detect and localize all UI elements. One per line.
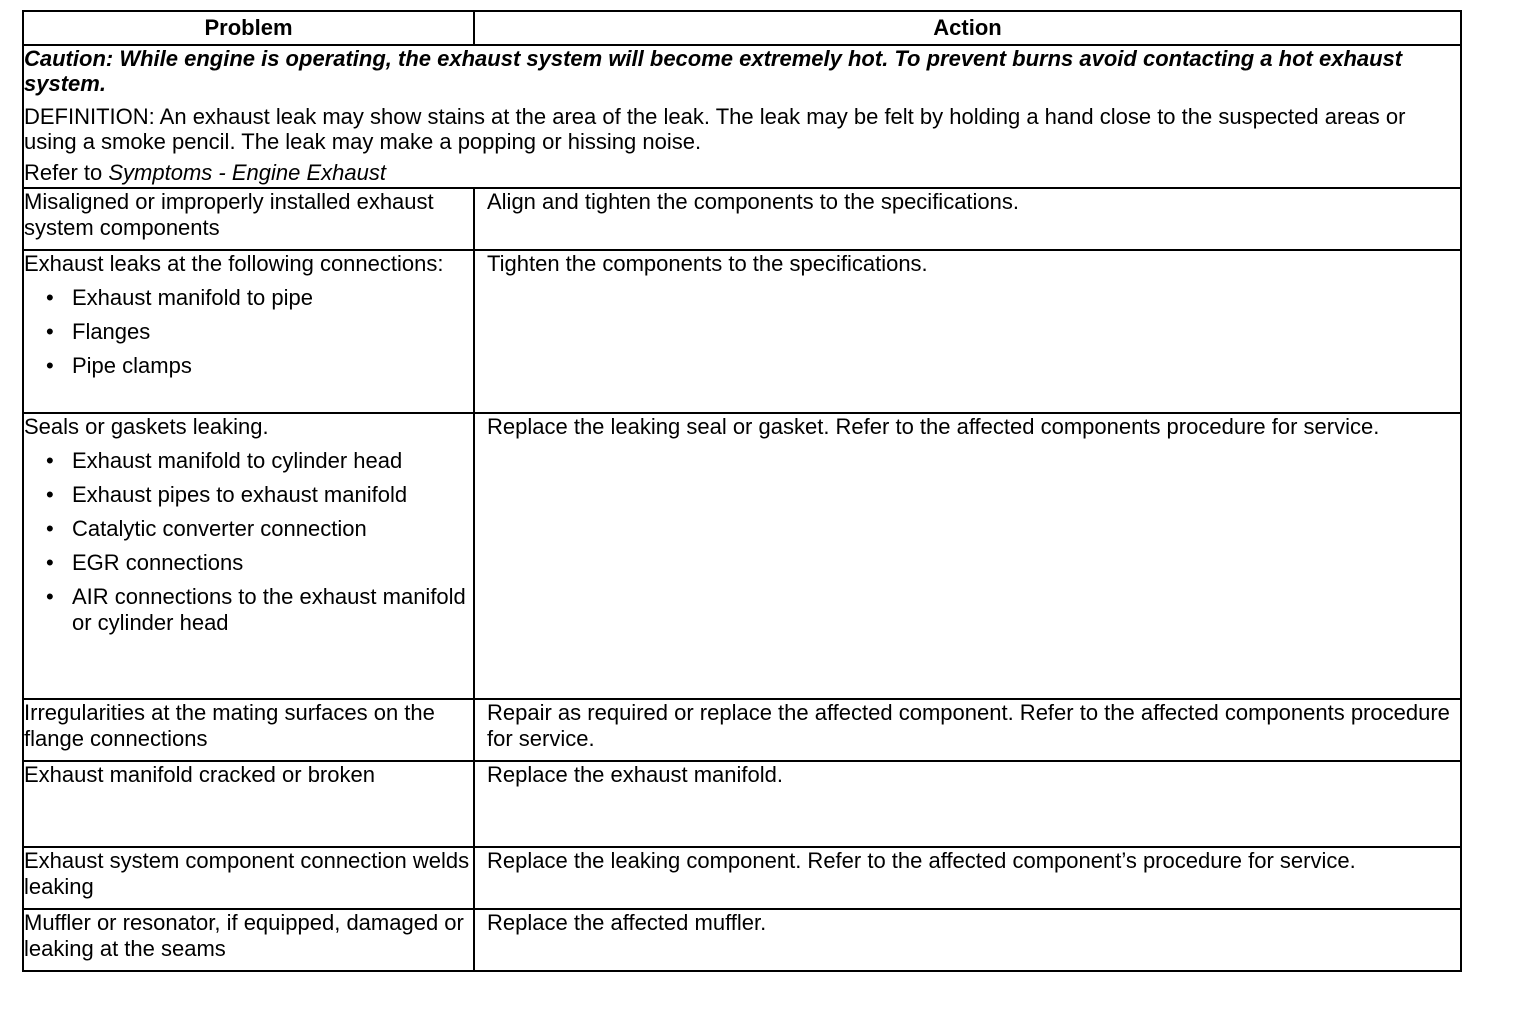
- action-text: Replace the exhaust manifold.: [487, 762, 783, 787]
- table-row: [23, 413, 1461, 699]
- problem-text: Exhaust leaks at the following connections:: [24, 251, 444, 276]
- problem-cell: [23, 413, 474, 699]
- refer-line: [24, 160, 1460, 185]
- action-cell: [474, 188, 1461, 250]
- header-action: Action: [474, 11, 1461, 45]
- caution-text: Caution: While engine is operating, the exhaust system will become extremely hot. To prevent burns avoid contacting a hot exhaust system.: [24, 46, 1403, 96]
- table-row: [23, 699, 1461, 761]
- action-text: Replace the affected muffler.: [487, 910, 767, 935]
- action-cell: [474, 761, 1461, 847]
- table-row: [23, 909, 1461, 971]
- header-row: [23, 11, 1461, 45]
- header-problem: Problem: [23, 11, 474, 45]
- action-cell: [474, 909, 1461, 971]
- action-text: Replace the leaking component. Refer to the affected component’s procedure for service.: [487, 848, 1356, 873]
- problem-cell: [23, 761, 474, 847]
- bullet-list: [24, 448, 473, 636]
- action-cell: [474, 250, 1461, 413]
- refer-link[interactable]: Symptoms - Engine Exhaust: [108, 160, 386, 185]
- table-row: [23, 188, 1461, 250]
- problem-cell: [23, 188, 474, 250]
- intro-cell: [23, 45, 1461, 188]
- list-item: • Catalytic converter connection: [24, 516, 473, 542]
- problem-text: Irregularities at the mating surfaces on the flange connections: [24, 700, 435, 751]
- list-item: • Exhaust pipes to exhaust manifold: [24, 482, 473, 508]
- definition-text: DEFINITION: An exhaust leak may show stains at the area of the leak. The leak may be felt by holding a hand close to the suspected areas or using a smoke pencil. The leak may make a popping or hissing noise.: [24, 104, 1406, 154]
- problem-text: Muffler or resonator, if equipped, damaged or leaking at the seams: [24, 910, 464, 961]
- problem-cell: [23, 909, 474, 971]
- list-item: • Exhaust manifold to cylinder head: [24, 448, 473, 474]
- table-row: [23, 250, 1461, 413]
- table-row: [23, 847, 1461, 909]
- action-text: Align and tighten the components to the specifications.: [487, 189, 1020, 214]
- action-cell: [474, 413, 1461, 699]
- action-text: Tighten the components to the specifications.: [487, 251, 928, 276]
- problem-text: Seals or gaskets leaking.: [24, 414, 269, 439]
- list-item: • EGR connections: [24, 550, 473, 576]
- diagnostic-table-document: [22, 10, 1462, 972]
- list-item: • Pipe clamps: [24, 353, 473, 379]
- intro-row: [23, 45, 1461, 188]
- problem-cell: [23, 699, 474, 761]
- list-item: • Flanges: [24, 319, 473, 345]
- problem-text: Exhaust manifold cracked or broken: [24, 762, 375, 787]
- list-item: • Exhaust manifold to pipe: [24, 285, 473, 311]
- problem-cell: [23, 250, 474, 413]
- action-cell: [474, 847, 1461, 909]
- table-row: [23, 761, 1461, 847]
- action-cell: [474, 699, 1461, 761]
- action-text: Repair as required or replace the affected component. Refer to the affected components procedure for service.: [487, 700, 1450, 751]
- bullet-list: [24, 285, 473, 379]
- action-text: Replace the leaking seal or gasket. Refer to the affected components procedure for service.: [487, 414, 1380, 439]
- problem-cell: [23, 847, 474, 909]
- list-item: • AIR connections to the exhaust manifold or cylinder head: [24, 584, 473, 636]
- refer-prefix: Refer to: [24, 160, 109, 185]
- problem-text: Misaligned or improperly installed exhaust system components: [24, 189, 434, 240]
- diagnostic-table: [22, 10, 1462, 972]
- problem-text: Exhaust system component connection welds leaking: [24, 848, 470, 899]
